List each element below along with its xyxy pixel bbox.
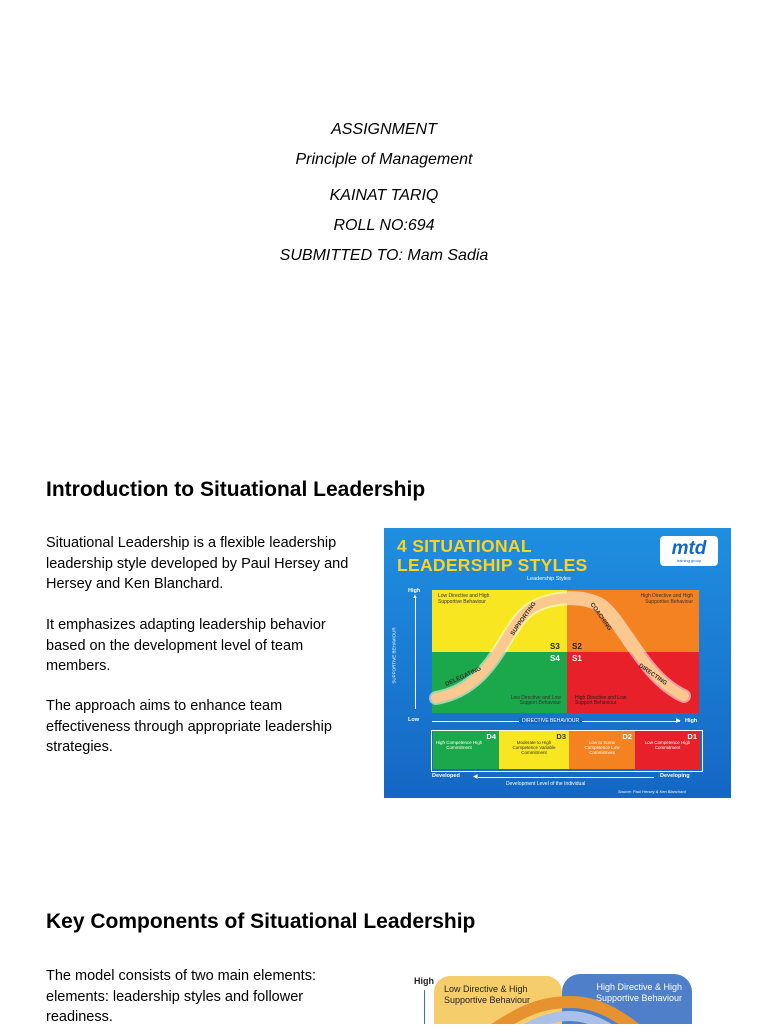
roll-number: ROLL NO:694 [333,217,435,234]
development-axis-line [478,777,654,778]
quadrant-tr-text: High Directive and High Supportive Behaviour [640,593,693,605]
intro-paragraph-1: Situational Leadership is a flexible leadership leadership style developed by Paul Hersey and Hersey and Ken Blanchard. [46,535,349,592]
level-d1 [635,731,700,769]
situational-leadership-diagram [384,528,731,798]
diagram-title-line1: 4 SITUATIONAL [397,536,532,556]
level-d3-text: Moderate to High Competence Variable Commitment [512,740,556,755]
quadrant-br-text: High Directive and Low Support Behaviour [575,694,627,707]
student-name: KAINAT TARIQ [329,187,439,204]
figure2-curve [410,972,710,1024]
developed-label: Developed [432,773,460,779]
level-d4-label: D4 [486,732,496,741]
quadrant-tl-text: Low Directive and High Supportive Behaviour [438,593,490,605]
section-heading-introduction: Introduction to Situational Leadership [46,478,426,501]
style-s2: S2 [572,642,582,651]
diagram-title-line2: LEADERSHIP STYLES [397,555,588,575]
y-low-label: Low [408,717,419,723]
quadrant-bl-text: Low Directive and Low Support Behaviour [510,694,561,707]
logo-subtext: training group [676,558,702,563]
level-d2 [569,731,635,769]
figure2-right-box-text: High Directive & High Supportive Behaviour [595,982,682,1003]
section-heading-key-components: Key Components of Situational Leadership [46,910,476,933]
developing-label: Developing [660,773,690,779]
assignment-label: ASSIGNMENT [331,121,437,138]
y-arrow-icon: ▲ [412,594,418,600]
source-credit: Source: Paul Hersey & Ken Blanchard [618,789,686,794]
level-d2-label: D2 [622,732,632,741]
level-d2-text: Low to Some Competence Low Commitment [584,740,620,755]
style-s4: S4 [550,654,560,663]
y-axis-label: SUPPORTIVE BEHAVIOUR [391,627,397,684]
intro-paragraph-2: It emphasizes adapting leadership behavior based on the development level of team members. [46,617,326,674]
level-d1-text: Low Competence High Commitment [644,740,691,750]
level-d1-label: D1 [687,732,697,741]
curve-label-supporting: SUPPORTING [510,601,538,637]
figure2-high-label: High [414,976,434,986]
curve-label-delegating: DELEGATING [444,666,483,688]
level-d3 [499,731,569,769]
style-s1: S1 [572,654,582,663]
level-d3-label: D3 [556,732,566,741]
figure2-left-box-text: Low Directive & High Supportive Behaviour [444,984,531,1005]
x-high-label: High [685,718,698,724]
development-caption: Development Level of the Individual [506,781,586,787]
leadership-styles-label: Leadership Styles [527,576,571,582]
submitted-to: SUBMITTED TO: Mam Sadia [279,247,489,264]
logo-text: mtd [671,538,707,559]
left-arrow-icon: ◀ [473,774,478,780]
intro-paragraph-3: The approach aims to enhance team effectiveness through appropriate leadership strategies. [46,698,332,755]
curve-label-coaching: COACHING [588,601,613,633]
components-paragraph-1: The model consists of two main elements: elements: leadership styles and follower readiness. [46,968,316,1025]
level-d4 [433,731,499,769]
level-d4-text: High Competence High Commitment [435,740,483,750]
x-axis-label: DIRECTIVE BEHAVIOUR [519,718,582,724]
curve-label-directing: DIRECTING [637,663,668,687]
course-name: Principle of Management [295,151,473,168]
x-arrow-icon: ▶ [676,718,681,724]
style-s3: S3 [550,642,560,651]
y-high-label: High [408,588,421,594]
leadership-model-diagram [410,972,710,1024]
